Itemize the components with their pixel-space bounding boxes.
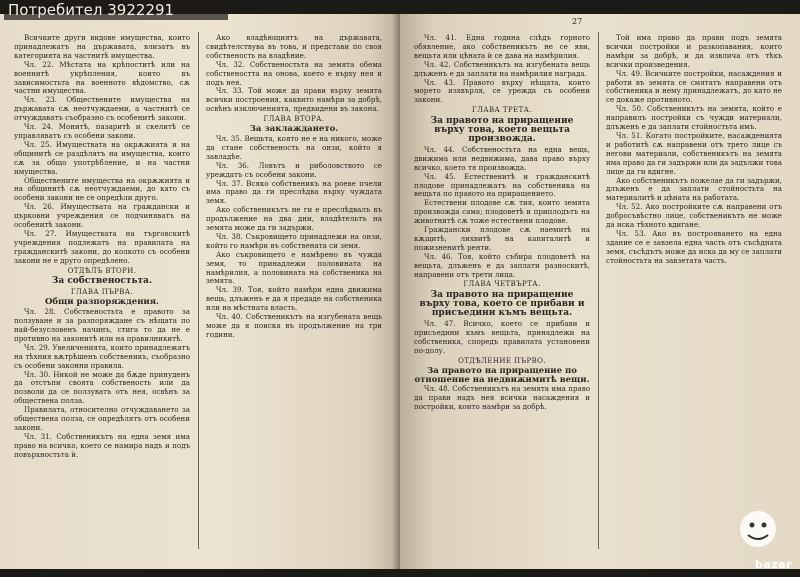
article-paragraph: Чл. 49. Всичките постройки, насаждения и работи въ земята се смятатъ направени отъ собственика и нему принадлежатъ, до като не се докаже противното. xyxy=(606,68,782,105)
article-paragraph: Чл. 27. Имуществата на търговскитѣ учреждения подлежатъ на правилата на гражданскитѣ закони, до колкото съ особени закони не е друго опредѣлено. xyxy=(14,228,190,265)
article-paragraph: Ако съкровището е намѣрено въ чужда земя, то принадлежи половината на намѣрилия, а половината на собственика на земята. xyxy=(206,249,382,286)
article-paragraph: Чл. 41. Една година слѣдъ горното обявление, ако собственикътъ не се яви, вещьта или цѣната ѝ се дава на намѣрилия. xyxy=(414,33,590,60)
right-column-2 xyxy=(606,34,782,266)
left-page xyxy=(0,14,400,569)
article-paragraph: Чл. 25. Имуществата на окрѫжията и на общинитѣ се раздѣлятъ на имущества, които сѫ за общо употрѣбление, и на частни имущества. xyxy=(14,139,190,176)
article-paragraph: Чл. 46. Тоя, който събира плодоветѣ на вещьта, длъженъ е да заплати разноскитѣ, направени отъ трети лица. xyxy=(414,251,590,279)
article-paragraph: Чл. 39. Тоя, който намѣри една движима вещь, длъженъ е да я предаде на собственика или на мѣстната власть. xyxy=(206,285,382,313)
article-paragraph: Чл. 23. Обществените имущества на държавата сѫ неотчуждаеми, а частнитѣ се отчуждаватъ съобразно съ особенитѣ закони. xyxy=(14,95,190,123)
article-paragraph: Чл. 28. Собственостьта е правото за ползуване и за разпоряждане съ нѣщата по най-безусловенъ начинъ, стига то да не е противно на законитѣ или на правилникитѣ. xyxy=(14,307,190,343)
article-paragraph: Граждански плодове сѫ наемитѣ на кѫщитѣ, лихвитѣ на капиталитѣ и пожизненитѣ ренти. xyxy=(414,225,590,252)
article-paragraph: Чл. 31. Собственикътъ на една земя има право на всичко, което се намира надъ и подъ повърхностьта ѝ. xyxy=(14,431,190,459)
article-paragraph: Чл. 32. Собственостьта на земята обема собствеността на онова, което е върху нея и подъ нея. xyxy=(206,59,382,87)
right-column-1 xyxy=(414,34,590,412)
section-heading: ГЛАВА ВТОРА. xyxy=(263,115,325,124)
article-paragraph: Чл. 52. Ако постройките сѫ направени отъ добросъвѣстно лице, собственикътъ не може да иска тѣхното вдигане. xyxy=(606,202,782,230)
section-heading: ГЛАВА ПЪРВА. xyxy=(70,288,134,297)
section-heading: За правото на приращение по отношение на недвижимитѣ вещи. xyxy=(414,365,590,385)
article-paragraph: Чл. 40. Собственикътъ на изгубената вещь може да я поиска въ продължение на три години. xyxy=(206,312,382,339)
article-paragraph: Чл. 38. Съкровището принадлежи на онзи, който го намѣри въ собствената си земя. xyxy=(206,231,382,250)
article-paragraph: Чл. 48. Собственикътъ на земята има право да прави надъ нея всички насаждения и постройки, които намѣри за добрѣ. xyxy=(414,384,590,412)
article-paragraph: Той има право да прави подъ земята всички постройки и разкопавания, които намѣри за добрѣ, и да извлича отъ тѣхъ всички произведения. xyxy=(606,33,782,69)
article-paragraph: Чл. 30. Никой не може да бѫде принуденъ да отстъпи своята собственость или да позволи да се ползуватъ отъ нея, освѣнъ за обществена полза. xyxy=(14,369,190,406)
column-divider xyxy=(198,32,199,549)
article-paragraph: Чл. 44. Собственостьта на една вещь, движима или недвижима, дава право върху всичко, което тя произвожда. xyxy=(414,144,590,172)
section-heading: ОТДѢЛЕНИЕ ПЪРВО. xyxy=(458,356,546,365)
article-paragraph: Чл. 51. Когато постройките, насажденията и работитѣ сѫ направени отъ трето лице съ негови материали, собственикътъ на земята има право да ги задържи или да задължи това лице да ги вдигне. xyxy=(606,130,782,176)
left-column-1 xyxy=(14,34,190,460)
section-heading: За правото на приращение върху това, което се прибави и присъедини къмъ вещьта. xyxy=(419,290,585,319)
article-paragraph: Всичките други видове имущества, които принадлежатъ на държавата, влизатъ въ категорията на частнитѣ имущества. xyxy=(14,33,190,60)
article-paragraph: Чл. 26. Имуществата на граждански и църковни учреждения се подчиняватъ на особенитѣ закони. xyxy=(14,202,190,230)
section-heading: Общи разпоряждения. xyxy=(45,297,159,308)
column-divider xyxy=(598,32,599,549)
article-paragraph: Чл. 45. Естественитѣ и гражданскитѣ плодове принадлежатъ на собственика на вещьта по правото на приращението. xyxy=(414,171,590,199)
article-paragraph: Чл. 42. Собственикътъ на изгубената вещь длъженъ е да заплати на намѣрилия награда. xyxy=(414,59,590,78)
page-number: 27 xyxy=(572,17,583,26)
seller-watermark: Потребител 3922291 xyxy=(4,0,228,20)
article-paragraph: Чл. 50. Собственикътъ на земята, който е направилъ постройки съ чужди материали, длъженъ е да заплати стойностьта имъ. xyxy=(606,104,782,132)
article-paragraph: Чл. 36. Ловътъ и риболовството се уреждатъ съ особени закони. xyxy=(206,160,382,179)
article-paragraph: Чл. 33. Той може да прави върху земята всички построения, каквито намѣри за добрѣ, освѣнъ изключенията, предвидени въ закона. xyxy=(206,86,382,114)
article-paragraph: Чл. 47. Всичко, което се прибави и присъедини къмъ вещьта, принадлежи на собственика, споредъ правилата установени по-долу. xyxy=(414,319,590,355)
bazar-logo-icon xyxy=(696,507,792,563)
article-paragraph: Чл. 35. Вещьта, която не е на никого, може да стане собственость на онзи, който я завладѣе. xyxy=(206,133,382,161)
article-paragraph: Правилата, относително отчуждаването за обществена полза, се опредѣлятъ отъ особени закони. xyxy=(14,405,190,432)
section-heading: За заклаждането. xyxy=(249,124,339,135)
article-paragraph: Чл. 43. Правото върху нѣщата, които морето изхвърля, се урежда съ особени закони. xyxy=(414,77,590,105)
article-paragraph: Чл. 22. Мѣстата на крѣпоститѣ или на военнитѣ укрѣпления, които въ зависимостьта на военното вѣдомство, сѫ частни имущества. xyxy=(14,59,190,96)
bazar-logo-text: bazar xyxy=(754,558,792,571)
article-paragraph: Чл. 37. Всяко собственикъ на роеве пчели има право да ги преслѣдва върху чуждата земя. xyxy=(206,178,382,206)
section-heading: ГЛАВА ЧЕТВЪРТА. xyxy=(463,280,541,289)
section-heading: ГЛАВА ТРЕТА. xyxy=(472,106,532,115)
article-paragraph: Чл. 29. Увеличенията, които принадлежатъ на тѣхния вѫтрѣшенъ собственикъ, съобразно съ особени законни правила. xyxy=(14,342,190,370)
article-paragraph: Чл. 24. Монитѣ, пазаритѣ и скелитѣ се управляватъ съ особени закони. xyxy=(14,122,190,140)
article-paragraph: Ако владѣющиятъ на държавата, свидѣтелствува въ това, и представи по своя собственость на владѣние. xyxy=(206,33,382,60)
right-page xyxy=(400,14,800,569)
section-heading: ОТДѢЛЪ ВТОРИ. xyxy=(67,266,137,275)
article-paragraph: Чл. 53. Ако въ построяването на една здание се е завзела една часть отъ съсѣдната земя, съсѣдътъ може да иска да му се заплати стойностьта на завзетата часть. xyxy=(606,228,782,265)
section-heading: За собственостьта. xyxy=(51,276,153,287)
article-paragraph: Естествени плодове сѫ тия, които земята произвожда сама; плодоветѣ и приплодътъ на животнитѣ сѫ тоже естествени плодове. xyxy=(414,198,590,226)
article-paragraph: Ако собственикътъ не ги е преслѣдвалъ въ продължение на два дни, владѣтельтъ на земята може да ги задържи. xyxy=(206,205,382,233)
article-paragraph: Ако собственикътъ пожелае да ги задържи, длъженъ е да заплати стойностьта на материалитѣ и цѣната на работата. xyxy=(606,175,782,203)
article-paragraph: Обществените имущества на окрѫжията и на общинитѣ сѫ неотчуждаеми, до като съ особени закони не се опредѣли друго. xyxy=(14,175,190,203)
section-heading: За правото на приращение върху това, което вещьта произвожда. xyxy=(430,116,574,144)
left-column-2 xyxy=(206,34,382,340)
